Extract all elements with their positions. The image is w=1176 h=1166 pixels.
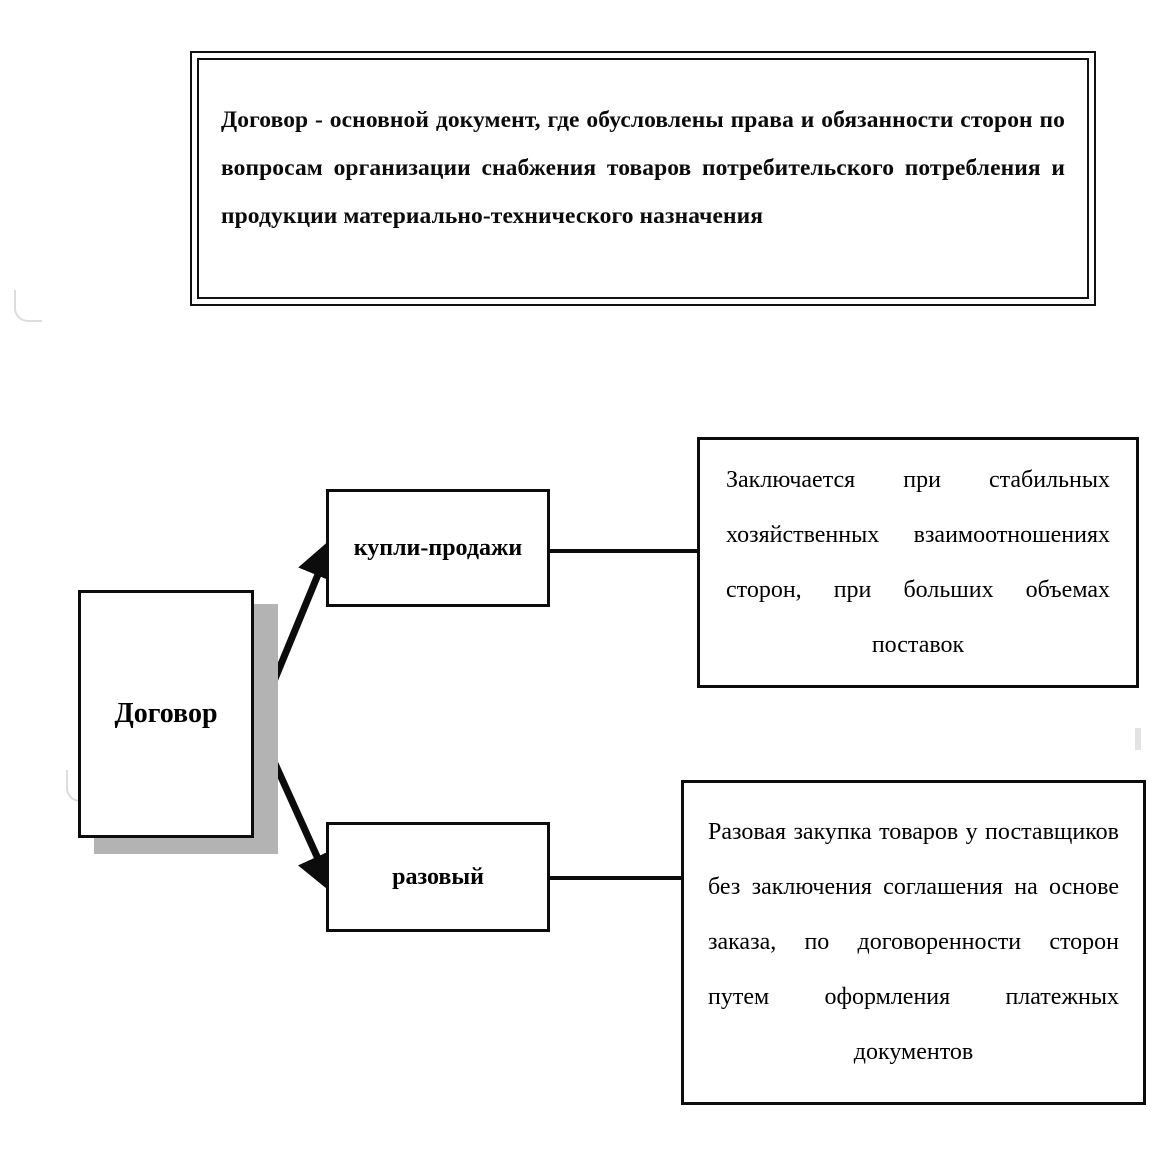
header-box <box>190 51 1096 306</box>
hole-punch-mark-icon <box>14 290 42 322</box>
node-kupli-prodazhi <box>326 489 550 607</box>
node-razovyy <box>326 822 550 932</box>
node-dogovor <box>78 590 254 838</box>
node-kupli-prodazhi-label: купли-продажи <box>353 535 523 561</box>
description-razovyy-text: Разовая закупка товаров у поставщиков без заключения соглашения на основе заказа, по договоренности сторон путем оформления платежных документов <box>708 819 1119 1065</box>
scan-speck-icon <box>1135 728 1141 750</box>
node-dogovor-label: Договор <box>114 698 218 729</box>
description-kupli-prodazhi-text: Заключается при стабильных хозяйственных взаимоотношениях сторон, при больших объемах поставок <box>726 466 1110 658</box>
description-kupli-prodazhi <box>697 437 1139 688</box>
description-razovyy <box>681 780 1146 1105</box>
node-razovyy-label: разовый <box>392 863 484 890</box>
header-box-inner-border <box>197 58 1089 299</box>
header-text: Договор - основной документ, где обусловлены права и обязанности сторон по вопросам организации снабжения товаров потребительского потребления и продукции материально-технического назначения <box>221 107 1065 229</box>
